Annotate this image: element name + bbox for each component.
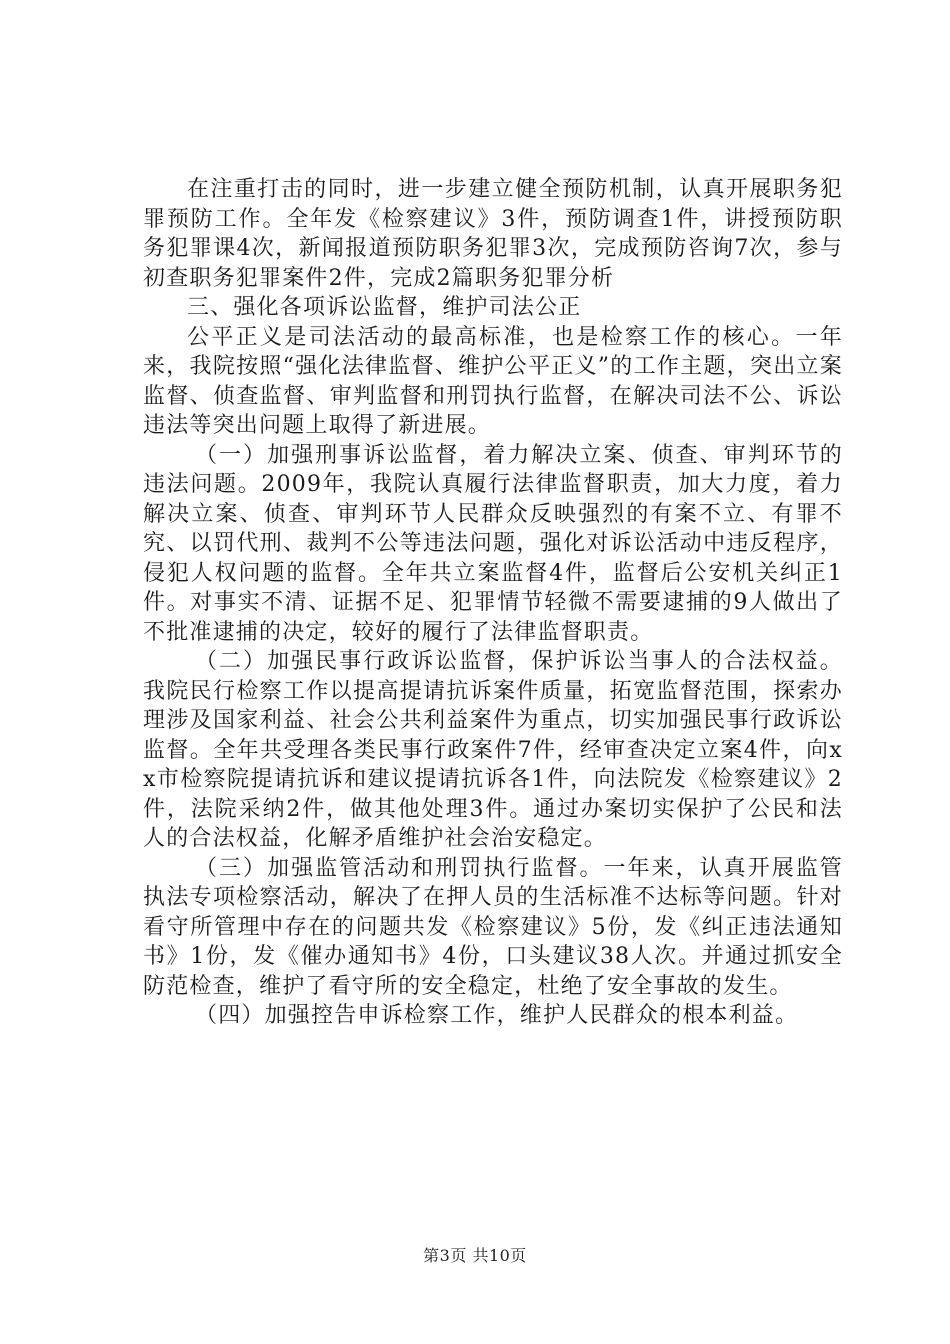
- paragraph-prevention: 在注重打击的同时，进一步建立健全预防机制，认真开展职务犯罪预防工作。全年发《检察建议》3件，预防调查1件，讲授预防职务犯罪课4次，新闻报道预防职务犯罪3次，完成预防咨询7次，参与初查职务犯罪案件2件，完成2篇职务犯罪分析: [143, 177, 843, 291]
- paragraph-civil-supervision: （二）加强民事行政诉讼监督，保护诉讼当事人的合法权益。我院民行检察工作以提高提请抗诉案件质量，拓宽监督范围，探索办理涉及国家利益、社会公共利益案件为重点，切实加强民事行政诉讼监督。全年共受理各类民事行政案件7件，经审查决定立案4件，向xx市检察院提请抗诉和建议提请抗诉各1件，向法院发《检察建议》2件，法院采纳2件，做其他处理3件。通过办案切实保护了公民和法人的合法权益，化解矛盾维护社会治安稳定。: [143, 649, 843, 851]
- document-body: [143, 175, 843, 1031]
- paragraph-criminal-supervision: （一）加强刑事诉讼监督，着力解决立案、侦查、审判环节的违法问题。2009年，我院认真履行法律监督职责，加大力度，着力解决立案、侦查、审判环节人民群众反映强烈的有案不立、有罪不究、以罚代刑、裁判不公等违法问题，强化对诉讼活动中违反程序，侵犯人权问题的监督。全年共立案监督4件，监督后公安机关纠正1件。对事实不清、证据不足、犯罪情节轻微不需要逮捕的9人做出了不批准逮捕的决定，较好的履行了法律监督职责。: [143, 442, 843, 645]
- paragraph-complaint-work: （四）加强控告申诉检察工作，维护人民群众的根本利益。: [195, 1003, 799, 1028]
- section-heading-3: 三、强化各项诉讼监督，维护司法公正: [187, 295, 582, 320]
- paragraph-justice: 公平正义是司法活动的最高标准，也是检察工作的核心。一年来，我院按照“强化法律监督、维护公平正义”的工作主题，突出立案监督、侦查监督、审判监督和刑罚执行监督，在解决司法不公、诉讼违法等突出问题上取得了新进展。: [143, 324, 843, 438]
- paragraph-custody-supervision: （三）加强监管活动和刑罚执行监督。一年来，认真开展监管执法专项检察活动，解决了在押人员的生活标准不达标等问题。针对看守所管理中存在的问题共发《检察建议》5份，发《纠正违法通知书》1份，发《催办通知书》4份，口头建议38人次。并通过抓安全防范检查，维护了看守所的安全稳定，杜绝了安全事故的发生。: [143, 855, 843, 999]
- page-footer: 第3页 共10页: [423, 1246, 527, 1265]
